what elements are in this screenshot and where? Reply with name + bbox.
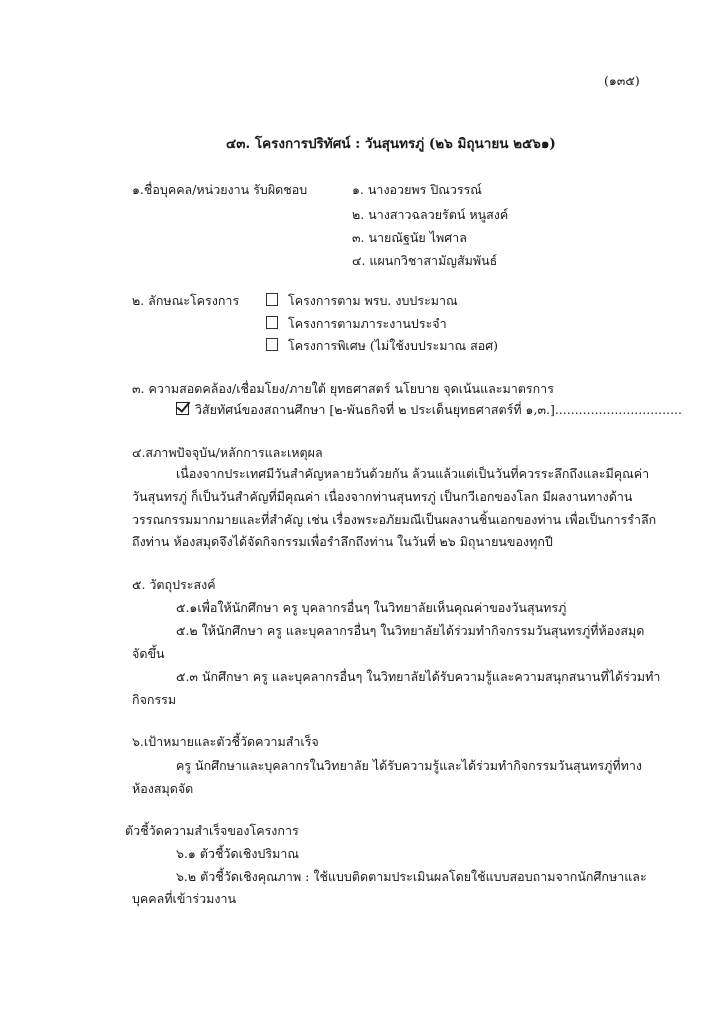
responsible-label: ๑.ชื่อบุคคล/หน่วยงาน รับผิดชอบ xyxy=(132,182,308,197)
objective-1: ๕.๑เพื่อให้นักศึกษา ครู บุคลากรอื่นๆ ในวิทยาลัยเห็นคุณค่าของวันสุนทรภู่ xyxy=(176,600,567,615)
page-number: (๑๓๕) xyxy=(604,73,640,88)
background-heading: ๔.สภาพปัจจุบัน/หลักการและเหตุผล xyxy=(132,445,323,460)
objective-3: ๕.๓ นักศึกษา ครู และบุคลากรอื่นๆ ในวิทยาลัยได้รับความรู้และความสนุกสนานที่ได้ร่วมทำ xyxy=(176,669,661,684)
checkbox-empty-icon xyxy=(266,316,278,329)
project-type-option-2 xyxy=(266,315,447,332)
objective-2-continued: จัดขึ้น xyxy=(132,646,165,661)
indicator-quantity: ๖.๑ ตัวชี้วัดเชิงปริมาณ xyxy=(176,846,299,861)
background-line-3: วรรณกรรมมากมายและที่สำคัญ เช่น เรื่องพระอภัยมณีเป็นผลงานชิ้นเอกของท่าน เพื่อเป็นการรำลึก xyxy=(132,512,657,527)
project-type-option-3-label: โครงการพิเศษ (ไม่ใช้งบประมาณ สอศ) xyxy=(288,338,499,353)
objectives-heading: ๕. วัตถุประสงค์ xyxy=(132,577,216,592)
alignment-checked-label: วิสัยทัศน์ของสถานศึกษา [๒-พันธกิจที่ ๒ ประเด็นยุทธศาสตร์ที่ ๑,๓.]................................ xyxy=(195,402,682,417)
alignment-checked-item xyxy=(176,401,682,418)
objective-3-continued: กิจกรรม xyxy=(132,692,177,707)
checkbox-checked-icon xyxy=(176,402,189,415)
background-line-4: ถึงท่าน ห้องสมุดจึงได้จัดกิจกรรมเพื่อรำลึกถึงท่าน ในวันที่ ๒๖ มิถุนายนของทุกปี xyxy=(132,534,553,549)
responsible-person-2: ๒. นางสาวฉลวยรัตน์ หนูสงค์ xyxy=(352,207,509,222)
checkbox-empty-icon xyxy=(266,293,278,306)
project-type-option-1-label: โครงการตาม พรบ. งบประมาณ xyxy=(288,293,458,308)
project-type-option-2-label: โครงการตามภาระงานประจำ xyxy=(288,316,447,331)
indicator-quality: ๖.๒ ตัวชี้วัดเชิงคุณภาพ : ใช้แบบติดตามประเมินผลโดยใช้แบบสอบถามจากนักศึกษาและ xyxy=(176,869,647,884)
responsible-unit: ๔. แผนกวิชาสามัญสัมพันธ์ xyxy=(352,253,498,268)
alignment-heading: ๓. ความสอดคล้อง/เชื่อมโยง/ภายใต้ ยุทธศาสตร์ นโยบาย จุดเน้นและมาตรการ xyxy=(132,381,554,396)
project-type-option-1 xyxy=(266,292,458,309)
indicator-quality-continued: บุคคลที่เข้าร่วมงาน xyxy=(132,891,237,906)
project-type-option-3 xyxy=(266,337,498,354)
project-type-label: ๒. ลักษณะโครงการ xyxy=(132,293,240,308)
responsible-person-3: ๓. นายณัฐนัย ไพศาล xyxy=(352,230,467,245)
document-title: ๔๓. โครงการปริทัศน์ : วันสุนทรภู่ (๒๖ มิถุนายน ๒๕๖๑) xyxy=(226,136,556,152)
responsible-person-1: ๑. นางอวยพร ปิณวรรณ์ xyxy=(352,182,482,197)
objective-2: ๕.๒ ให้นักศึกษา ครู และบุคลากรอื่นๆ ในวิทยาลัยได้ร่วมทำกิจกรรมวันสุนทรภู่ที่ห้องสมุด xyxy=(176,623,645,638)
background-line-2: วันสุนทรภู่ ก็เป็นวันสำคัญที่มีคุณค่า เนื่องจากท่านสุนทรภู่ เป็นกวีเอกของโลก มีผลงานทางด้าน xyxy=(132,489,633,504)
checkbox-empty-icon xyxy=(266,338,278,351)
indicators-heading: ตัวชี้วัดความสำเร็จของโครงการ xyxy=(125,823,299,838)
background-line-1: เนื่องจากประเทศมีวันสำคัญหลายวันด้วยกัน ล้วนแล้วแต่เป็นวันที่ควรระลึกถึงและมีคุณค่า xyxy=(176,466,650,481)
goals-heading: ๖.เป้าหมายและตัวชี้วัดความสำเร็จ xyxy=(132,734,319,749)
goals-line-1: ครู นักศึกษาและบุคลากรในวิทยาลัย ได้รับความรู้และได้ร่วมทำกิจกรรมวันสุนทรภู่ที่ทาง xyxy=(176,758,642,773)
goals-line-2: ห้องสมุดจัด xyxy=(132,781,194,796)
